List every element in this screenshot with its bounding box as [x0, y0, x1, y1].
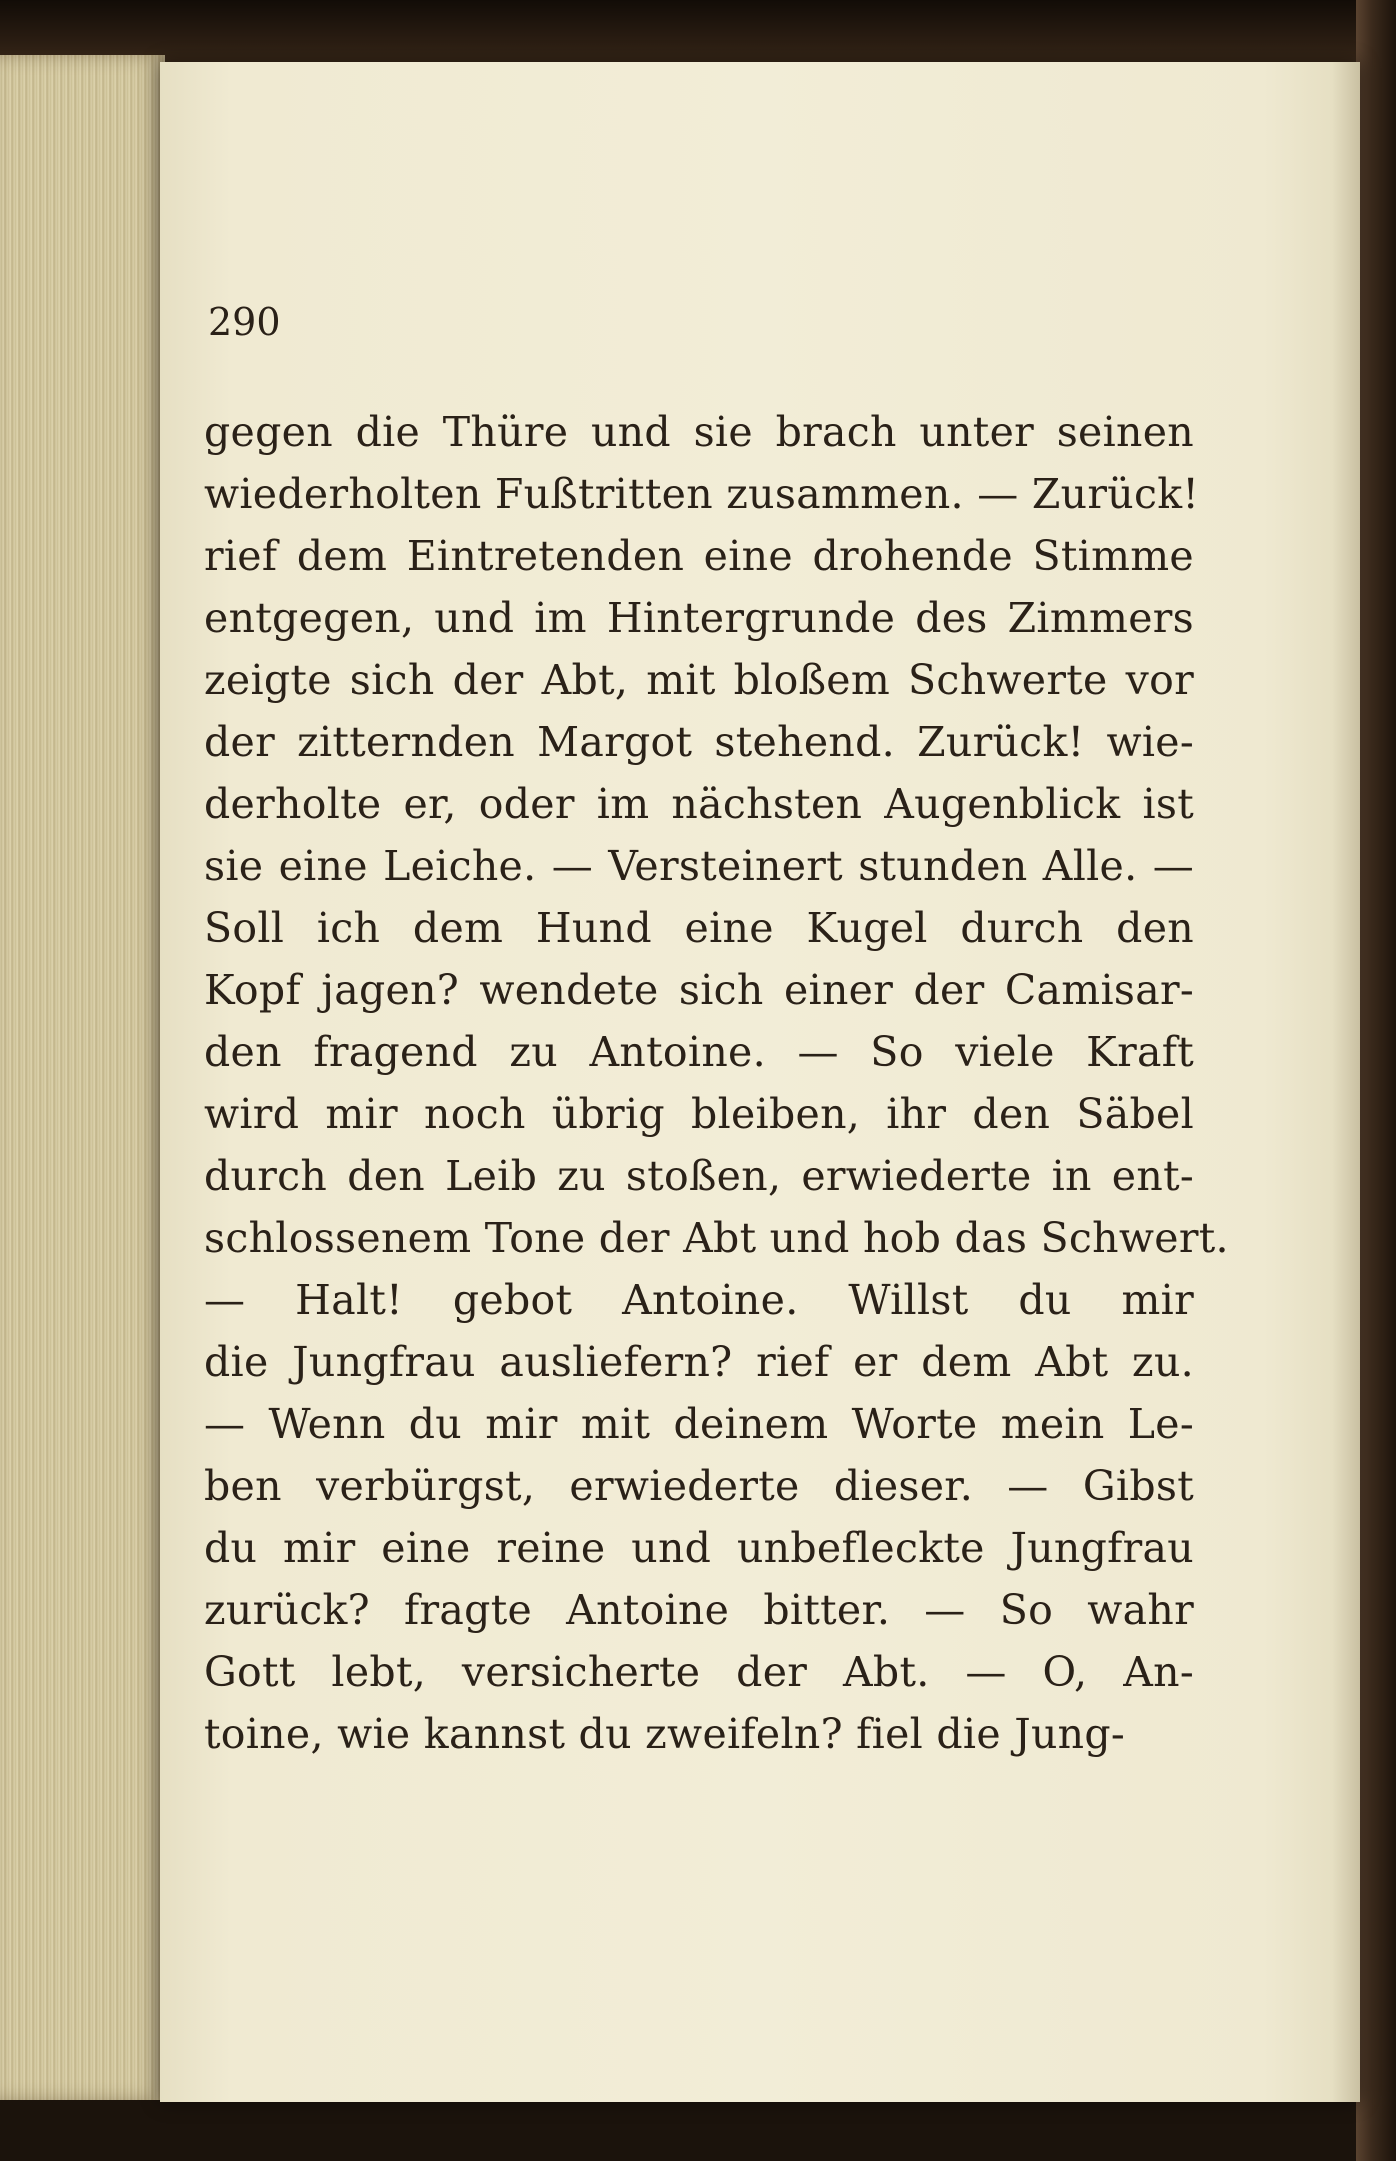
text-line: den fragend zu Antoine. — So viele Kraft: [204, 1028, 1194, 1076]
text-line: ben verbürgst, erwiederte dieser. — Gibst: [204, 1462, 1194, 1510]
text-line: wird mir noch übrig bleiben, ihr den Säbel: [204, 1090, 1194, 1138]
page-gutter-shadow: [1332, 62, 1360, 2102]
text-line: Gott lebt, versicherte der Abt. — O, An-: [204, 1648, 1194, 1696]
text-line: sie eine Leiche. — Versteinert stunden Alle. —: [204, 842, 1194, 890]
text-line: die Jungfrau ausliefern? rief er dem Abt zu.: [204, 1338, 1194, 1386]
text-line: Kopf jagen? wendete sich einer der Camisar-: [204, 966, 1194, 1014]
text-line: du mir eine reine und unbefleckte Jungfrau: [204, 1524, 1194, 1572]
text-line: zurück? fragte Antoine bitter. — So wahr: [204, 1586, 1194, 1634]
page-number: 290: [208, 300, 281, 344]
book-page: [160, 62, 1360, 2102]
text-line: toine, wie kannst du zweifeln? fiel die Jung-: [204, 1710, 1126, 1758]
text-line: schlossenem Tone der Abt und hob das Schwert.: [204, 1214, 1229, 1262]
text-line: — Halt! gebot Antoine. Willst du mir: [204, 1276, 1194, 1324]
text-line: durch den Leib zu stoßen, erwiederte in ent-: [204, 1152, 1194, 1200]
text-line: — Wenn du mir mit deinem Worte mein Le-: [204, 1400, 1194, 1448]
text-line: wiederholten Fußtritten zusammen. — Zurück!: [204, 470, 1200, 518]
text-line: gegen die Thüre und sie brach unter seinen: [204, 408, 1194, 456]
book-cover-top: [0, 0, 1396, 70]
text-line: rief dem Eintretenden eine drohende Stimme: [204, 532, 1194, 580]
text-line: zeigte sich der Abt, mit bloßem Schwerte vor: [204, 656, 1194, 704]
text-line: derholte er, oder im nächsten Augenblick ist: [204, 780, 1194, 828]
text-line: entgegen, und im Hintergrunde des Zimmers: [204, 594, 1194, 642]
text-line: der zitternden Margot stehend. Zurück! wie-: [204, 718, 1194, 766]
text-line: Soll ich dem Hund eine Kugel durch den: [204, 904, 1194, 952]
page-edges: [0, 55, 165, 2100]
book-cover-right: [1356, 0, 1396, 2161]
